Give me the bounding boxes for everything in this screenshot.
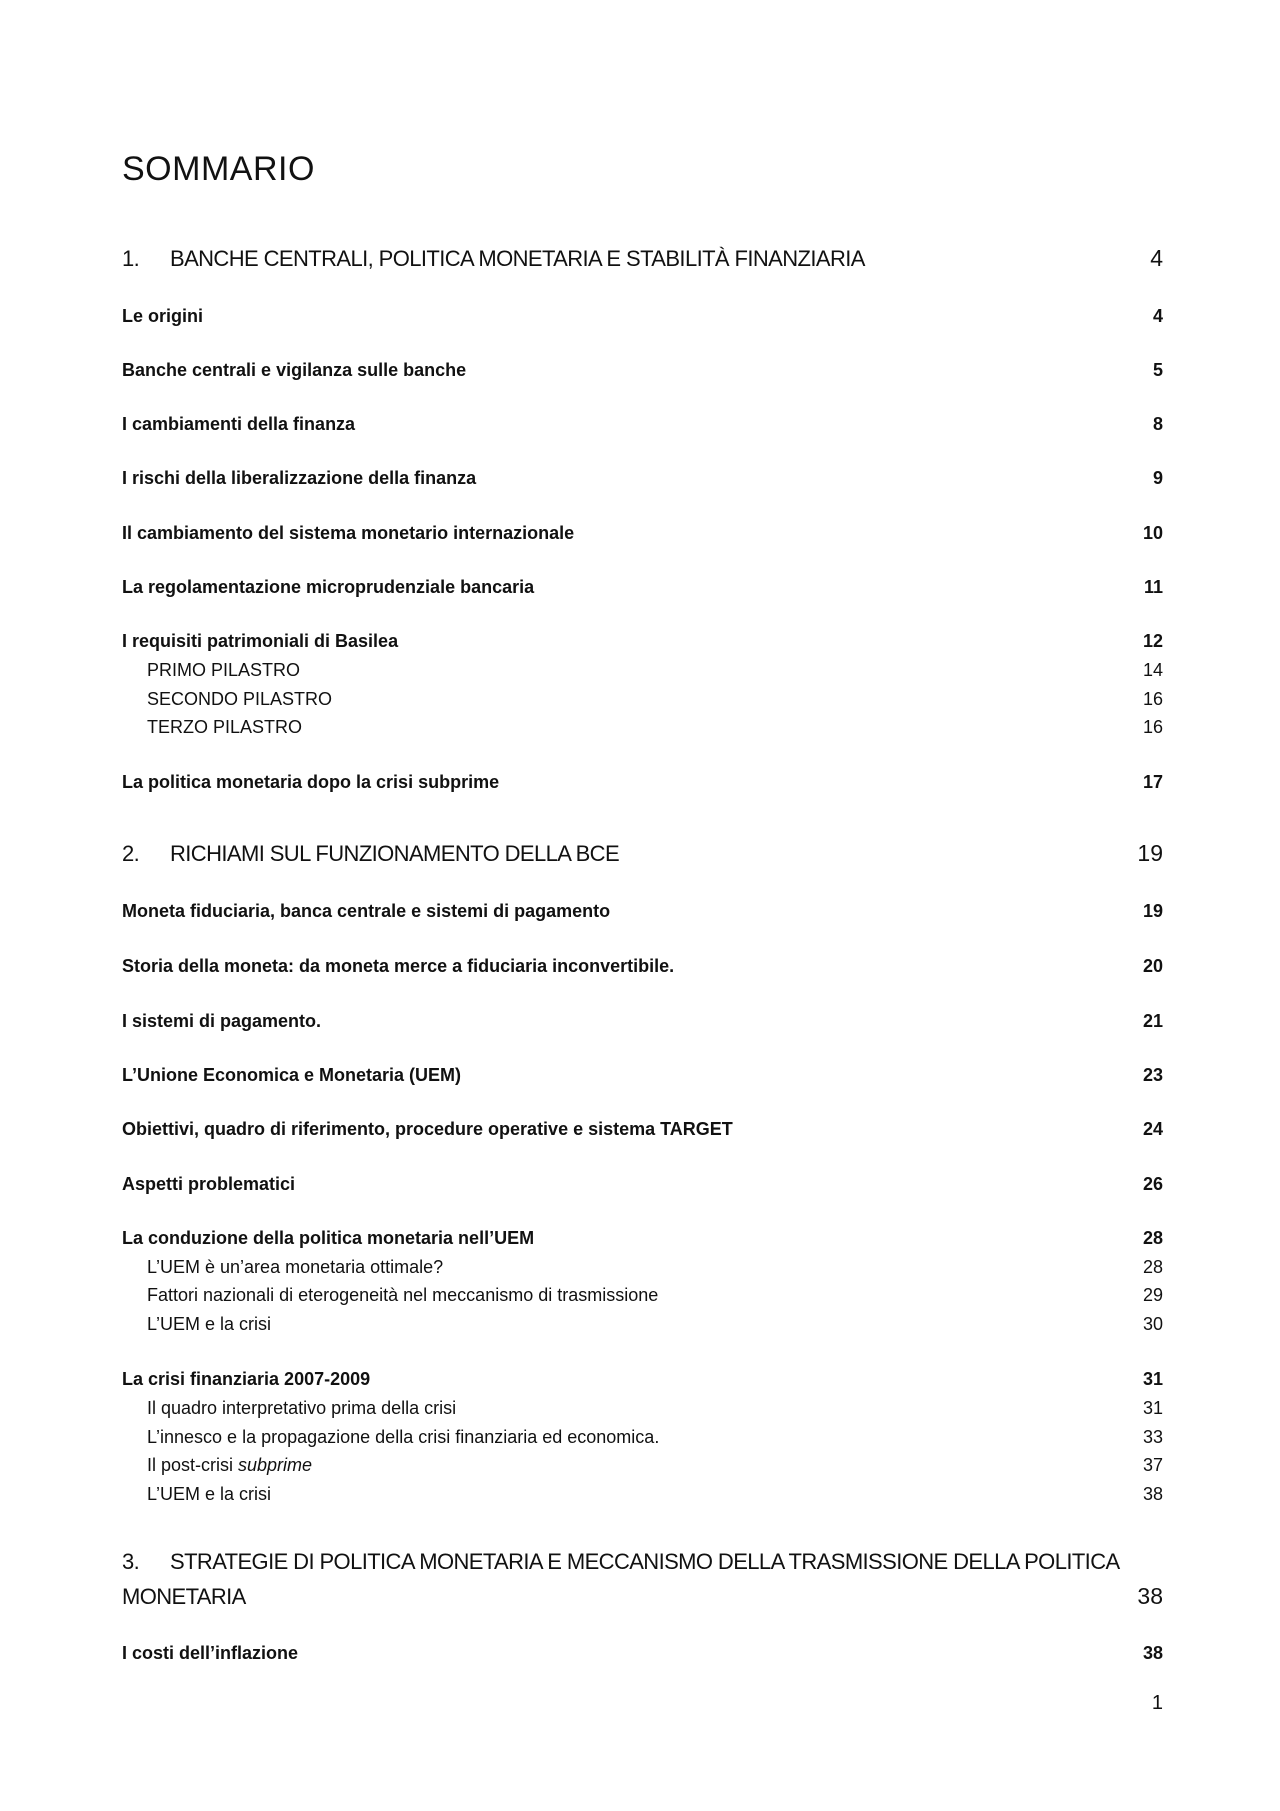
entry-title: I costi dell’inflazione bbox=[122, 1643, 299, 1663]
entry-title: I rischi della liberalizzazione della finanza bbox=[122, 468, 477, 488]
toc-subentry[interactable] bbox=[122, 690, 1163, 708]
entry-page: 4 bbox=[1152, 306, 1163, 326]
entry-page: 26 bbox=[1142, 1174, 1163, 1194]
entry-page: 9 bbox=[1152, 468, 1163, 488]
toc-subentry[interactable] bbox=[122, 1456, 1163, 1474]
subentry-page: 33 bbox=[1142, 1427, 1163, 1447]
toc-subentry[interactable] bbox=[122, 1485, 1163, 1503]
chapter-page: 38 bbox=[1137, 1583, 1163, 1609]
toc-entry[interactable] bbox=[122, 1012, 1163, 1030]
entry-page: 8 bbox=[1152, 414, 1163, 434]
toc-entry[interactable] bbox=[122, 1066, 1163, 1084]
subentry-title: Il quadro interpretativo prima della crisi bbox=[147, 1398, 457, 1418]
subentry-title: Fattori nazionali di eterogeneità nel meccanismo di trasmissione bbox=[147, 1285, 659, 1305]
page-number: 1 bbox=[1151, 1692, 1163, 1714]
entry-title: La regolamentazione microprudenziale bancaria bbox=[122, 577, 535, 597]
toc-entry[interactable] bbox=[122, 469, 1163, 487]
entry-page: 21 bbox=[1142, 1011, 1163, 1031]
subentry-page: 28 bbox=[1142, 1257, 1163, 1277]
chapter-number: 1. bbox=[122, 246, 140, 271]
toc-chapter-1[interactable] bbox=[122, 247, 1163, 270]
entry-page: 31 bbox=[1142, 1369, 1163, 1389]
toc-subentry[interactable] bbox=[122, 661, 1163, 679]
toc-entry[interactable] bbox=[122, 1644, 1163, 1662]
subentry-title: Il post-crisi bbox=[147, 1455, 239, 1475]
toc-entry[interactable] bbox=[122, 415, 1163, 433]
entry-page: 23 bbox=[1142, 1065, 1163, 1085]
subentry-title: L’innesco e la propagazione della crisi finanziaria ed economica. bbox=[147, 1427, 660, 1447]
subentry-page: 38 bbox=[1142, 1484, 1163, 1504]
entry-title: L’Unione Economica e Monetaria (UEM) bbox=[122, 1065, 462, 1085]
subentry-title: PRIMO PILASTRO bbox=[147, 660, 301, 680]
entry-page: 12 bbox=[1142, 631, 1163, 651]
entry-title: La politica monetaria dopo la crisi subprime bbox=[122, 772, 500, 792]
subentry-title: L’UEM e la crisi bbox=[147, 1484, 272, 1504]
entry-title: Banche centrali e vigilanza sulle banche bbox=[122, 360, 467, 380]
subentry-title: L’UEM è un’area monetaria ottimale? bbox=[147, 1257, 444, 1277]
chapter-number: 2. bbox=[122, 841, 140, 866]
toc-entry[interactable] bbox=[122, 902, 1163, 920]
toc-subentry[interactable] bbox=[122, 1258, 1163, 1276]
toc-entry[interactable] bbox=[122, 524, 1163, 542]
chapter-title-line1: STRATEGIE DI POLITICA MONETARIA E MECCANISMO DELLA TRASMISSIONE DELLA POLITICA bbox=[170, 1549, 1120, 1574]
subentry-title: TERZO PILASTRO bbox=[147, 717, 303, 737]
entry-page: 17 bbox=[1142, 772, 1163, 792]
toc-subentry[interactable] bbox=[122, 1315, 1163, 1333]
subentry-page: 30 bbox=[1142, 1314, 1163, 1334]
entry-page: 19 bbox=[1142, 901, 1163, 921]
chapter-page: 4 bbox=[1150, 245, 1163, 271]
subentry-page: 14 bbox=[1142, 660, 1163, 680]
entry-title: Storia della moneta: da moneta merce a fiduciaria inconvertibile. bbox=[122, 956, 675, 976]
subentry-page: 16 bbox=[1142, 689, 1163, 709]
chapter-page: 19 bbox=[1137, 840, 1163, 866]
entry-title: I sistemi di pagamento. bbox=[122, 1011, 322, 1031]
toc-entry[interactable] bbox=[122, 307, 1163, 325]
chapter-title: RICHIAMI SUL FUNZIONAMENTO DELLA BCE bbox=[170, 841, 620, 866]
toc-entry[interactable] bbox=[122, 773, 1163, 791]
entry-page: 10 bbox=[1142, 523, 1163, 543]
toc-subentry[interactable] bbox=[122, 1428, 1163, 1446]
toc-chapter-2[interactable] bbox=[122, 842, 1163, 865]
entry-page: 28 bbox=[1142, 1228, 1163, 1248]
subentry-page: 31 bbox=[1142, 1398, 1163, 1418]
chapter-number: 3. bbox=[122, 1549, 140, 1574]
toc-entry[interactable] bbox=[122, 632, 1163, 650]
entry-page: 38 bbox=[1142, 1643, 1163, 1663]
entry-title: La conduzione della politica monetaria nell’UEM bbox=[122, 1228, 535, 1248]
entry-title: I cambiamenti della finanza bbox=[122, 414, 356, 434]
toc-subentry[interactable] bbox=[122, 1399, 1163, 1417]
toc-entry[interactable] bbox=[122, 578, 1163, 596]
toc-entry[interactable] bbox=[122, 361, 1163, 379]
entry-page: 5 bbox=[1152, 360, 1163, 380]
subentry-title-italic: subprime bbox=[238, 1455, 313, 1475]
toc-chapter-3[interactable] bbox=[122, 1545, 1163, 1614]
subentry-title: SECONDO PILASTRO bbox=[147, 689, 333, 709]
toc-entry[interactable] bbox=[122, 1120, 1163, 1138]
toc-subentry[interactable] bbox=[122, 718, 1163, 736]
entry-page: 20 bbox=[1142, 956, 1163, 976]
toc-entry[interactable] bbox=[122, 957, 1163, 975]
toc-entry[interactable] bbox=[122, 1229, 1163, 1247]
entry-page: 11 bbox=[1143, 577, 1163, 597]
toc-subentry[interactable] bbox=[122, 1286, 1163, 1304]
subentry-page: 16 bbox=[1142, 717, 1163, 737]
entry-title: Aspetti problematici bbox=[122, 1174, 296, 1194]
toc-entry[interactable] bbox=[122, 1370, 1163, 1388]
toc-entry[interactable] bbox=[122, 1175, 1163, 1193]
subentry-title: L’UEM e la crisi bbox=[147, 1314, 272, 1334]
entry-title: Moneta fiduciaria, banca centrale e sistemi di pagamento bbox=[122, 901, 611, 921]
subentry-page: 37 bbox=[1142, 1455, 1163, 1475]
entry-title: La crisi finanziaria 2007-2009 bbox=[122, 1369, 371, 1389]
entry-title: Le origini bbox=[122, 306, 203, 326]
entry-page: 24 bbox=[1142, 1119, 1163, 1139]
entry-title: I requisiti patrimoniali di Basilea bbox=[122, 631, 399, 651]
chapter-title: BANCHE CENTRALI, POLITICA MONETARIA E STABILITÀ FINANZIARIA bbox=[170, 246, 865, 271]
entry-title: Obiettivi, quadro di riferimento, procedure operative e sistema TARGET bbox=[122, 1119, 733, 1139]
subentry-page: 29 bbox=[1142, 1285, 1163, 1305]
toc-title: SOMMARIO bbox=[122, 150, 315, 188]
entry-title: Il cambiamento del sistema monetario internazionale bbox=[122, 523, 575, 543]
chapter-title-line2: MONETARIA bbox=[122, 1584, 246, 1609]
